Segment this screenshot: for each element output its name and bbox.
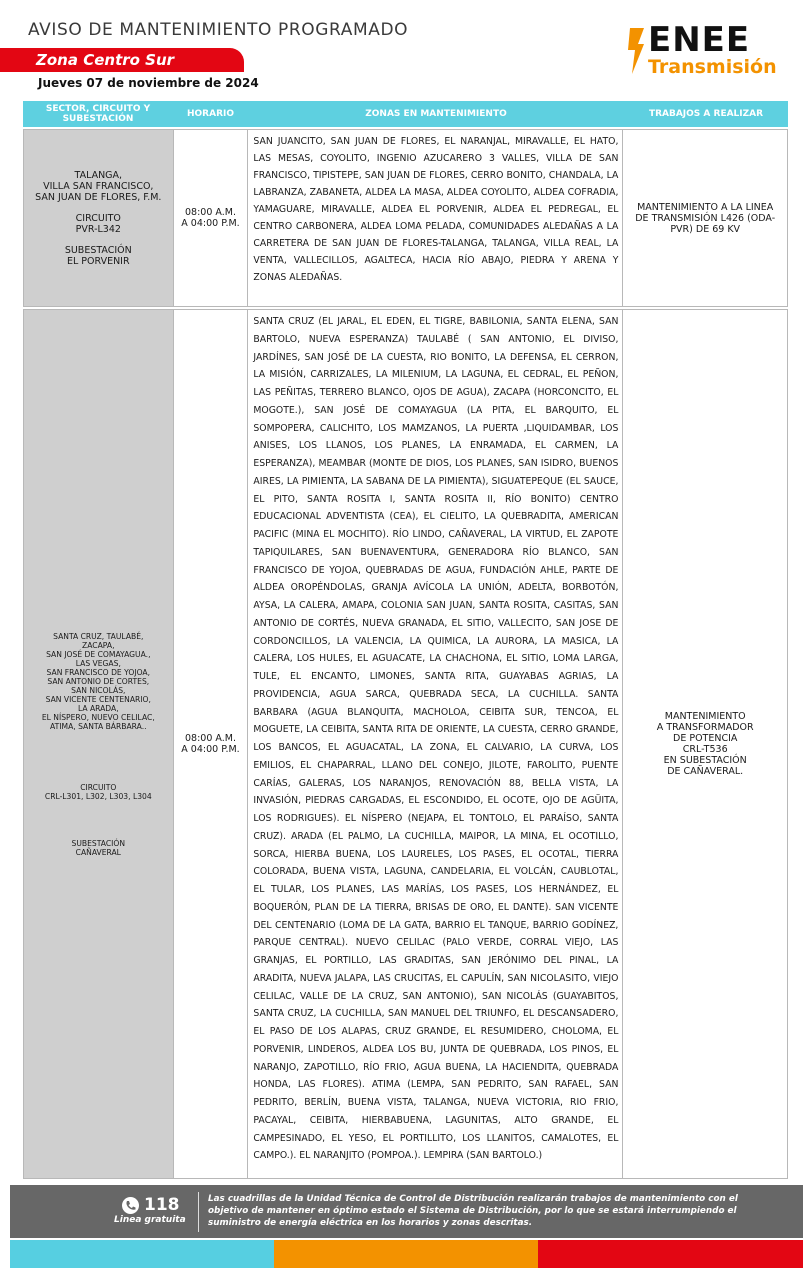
table-row [23, 309, 788, 1179]
schedule-cell: 08:00 A.M. A 04:00 P.M. [174, 310, 249, 1178]
zone-label: Zona Centro Sur [36, 51, 175, 69]
color-bar-orange [274, 1240, 538, 1268]
color-bar-cyan [10, 1240, 274, 1268]
table-header [23, 101, 788, 127]
logo-subtitle: Transmisión [648, 56, 777, 78]
hotline-number: 118 [144, 1195, 180, 1215]
hotline-label: Linea gratuita [114, 1215, 186, 1225]
substation-text: SUBESTACIÓN EL PORVENIR [64, 244, 132, 267]
header-zones: ZONAS EN MANTENIMIENTO [365, 109, 507, 119]
circuit-text: CIRCUITO CRL-L301, L302, L303, L304 [44, 782, 152, 801]
lightning-icon [626, 26, 648, 76]
maintenance-table [23, 101, 788, 1179]
footer-banner [10, 1185, 803, 1238]
page-title: AVISO DE MANTENIMIENTO PROGRAMADO [28, 20, 409, 40]
table-row [23, 129, 788, 307]
sector-text: TALANGA, VILLA SAN FRANCISCO, SAN JUAN DE FLORES, F.M. [35, 169, 162, 203]
sector-cell [24, 130, 174, 306]
phone-icon [122, 1197, 139, 1214]
schedule-cell: 08:00 A.M. A 04:00 P.M. [174, 130, 249, 306]
header-schedule: HORARIO [186, 109, 234, 119]
sector-text: SANTA CRUZ, TAULABÉ, ZACAPA, SAN JOSÉ DE COMAYAGUA., LAS VEGAS, SAN FRANCISCO DE YOJOA, SAN ANTONIO DE CORTES, SAN NICOLÁS, SAN VICENTE CENTENARIO, LA ARADA, EL NÍSPERO, NUEVO CELILAC, ATIMA, SANTA BÁRBARA.. [41, 631, 155, 731]
zones-cell: SAN JUANCITO, SAN JUAN DE FLORES, EL NARANJAL, MIRAVALLE, EL HATO, LAS MESAS, COYOLITO, INGENIO AZUCARERO 3 VALLES, VILLA DE SAN FRANCISCO, TIPISTEPE, SAN JUAN DE FLORES, CERRO BONITO, CHANDALA, LA LABRANZA, ZABANETA, ALDEA LA MASA, ALDEA COYOLITO, ALDEA COFRADIA, YAMAGUARE, MIRAVALLE, ALDEA EL PORVENIR, ALDEA EL PEDREGAL, EL CENTRO CARBONERA, ALDEA LOMA PELADA, COMUNIDADES ALEDAÑAS A LA CARRETERA DE SAN JUAN DE FLORES-TALANGA, TALANGA, VILLA REAL, LA VENTA, VALLECILLOS, AGALTECA, HACIA RÍO ABAJO, PIEDRA Y ARENA Y ZONAS ALEDAÑAS. [248, 130, 623, 306]
logo-name: ENEE [648, 20, 751, 60]
work-cell: MANTENIMIENTO A LA LINEA DE TRANSMISIÓN L426 (ODA-PVR) DE 69 KV [635, 201, 776, 235]
header-work: TRABAJOS A REALIZAR [648, 109, 764, 119]
header-sector: SECTOR, CIRCUITO Y SUBESTACIÓN [45, 104, 151, 124]
notice-date: Jueves 07 de noviembre de 2024 [38, 76, 259, 90]
circuit-text: CIRCUITO PVR-L342 [75, 212, 121, 235]
enee-logo [626, 20, 786, 80]
work-cell: MANTENIMIENTO A TRANSFORMADOR DE POTENCIA CRL-T536 EN SUBESTACIÓN DE CAÑAVERAL. [656, 711, 754, 777]
substation-text: SUBESTACIÓN CAÑAVERAL [71, 838, 126, 857]
footer-note: Las cuadrillas de la Unidad Técnica de Control de Distribución realizarán trabajos de mantenimiento con el objetivo de mantener en óptimo estado el Sistema de Distribución, por lo que se estará interrumpiendo el suministro de energía eléctrica en los horarios y zonas descritas. [208, 1194, 738, 1228]
zone-banner [0, 48, 244, 72]
sector-cell [24, 310, 174, 1178]
color-bar-red [538, 1240, 803, 1268]
footer-divider [198, 1192, 199, 1232]
zones-cell: SANTA CRUZ (EL JARAL, EL EDEN, EL TIGRE, BABILONIA, SANTA ELENA, SAN BARTOLO, NUEVA ESPERANZA) TAULABÉ ( SAN ANTONIO, EL DIVISO, JARDÍNES, SAN JOSÉ DE LA CUESTA, RIO BONITO, LA DEFENSA, EL CERRON, LA MISIÓN, CARRIZALES, LA MILENIUM, LA LAGUNA, EL CEDRAL, EL PEÑON, LAS PEÑITAS, TERRERO BLANCO, OJOS DE AGUA), ZACAPA (HORCONCITO, EL MOGOTE.), SAN JOSÉ DE COMAYAGUA (LA PITA, EL BARQUITO, EL SOMPOPERA, CALICHITO, LOS MAMZANOS, LA PUERTA ,LIQUIDAMBAR, LOS ANISES, LOS LLANOS, LOS PLANES, LA ENRAMADA, EL CARMEN, LA ESPERANZA), MEAMBAR (MONTE DE DIOS, LOS PLANES, SAN ISIDRO, BUENOS AIRES, LA PIMIENTA, LA SABANA DE LA PIMIENTA), SIGUATEPEQUE (EL SAUCE, EL PITO, SANTA ROSITA I, SANTA ROSITA II, RÍO BONITO) CENTRO EDUCACIONAL ADVENTISTA (CEA), EL CIELITO, LA QUEBRADITA, AMERICAN PACIFIC (MINA EL MOCHITO). RÍO LINDO, CAÑAVERAL, LA VIRTUD, EL ZAPOTE TAPIQUILARES, SAN BUENAVENTURA, GENERADORA RÍO BLANCO, SAN FRANCISCO DE YOJOA, QUEBRADAS DE AGUA, FUNDACIÓN AHLE, PARTE DE ALDEA OROPÉNDOLAS, GRANJA AVÍCOLA LA UNIÓN, ADELTA, BORBOTÓN, AYSA, LA CALERA, AMAPA, COLONIA SAN JUAN, SANTA ROSITA, CASITAS, SAN ANTONIO DE CORTÉS, NUEVA GRANADA, EL SITIO, VALLECITO, SAN JOSE DE CORDONCILLOS, LA VALENCIA, LA QUIMICA, LA AURORA, LA MASICA, LA CALERA, LOS HULES, EL AGUACATE, LA CHACHONA, EL SITIO, LOMA LARGA, TULE, EL ENCANTO, LIMONES, SANTA RITA, GUAYABAS AGRIAS, LA PROVIDENCIA, AGUA SARCA, QUEBRADA SECA, LA CUCHILLA. SANTA BARBARA (AGUA BLANQUITA, MACHOLOA, CEIBITA SUR, TENCOA, EL MOGUETE, LA CEIBITA, SANTA RITA DE ORIENTE, LA CUESTA, CERRO GRANDE, LOS BANCOS, EL AGUACATAL, LA ZONA, EL CALVARIO, LA CURVA, LOS EMILIOS, EL CHAPARRAL, LLANO DEL CONEJO, JILOTE, FAROLITO, PUENTE CARÍAS, GALERAS, LOS NARANJOS, RENOVACIÓN 88, BELLA VISTA, LA INVASIÓN, PIEDRAS CARGADAS, EL ESCONDIDO, EL OCOTE, OJO DE AGÜITA, LOS RODRIGUES). EL NÍSPERO (NEJAPA, EL TONTOLO, EL PARAÍSO, SANTA CRUZ). ARADA (EL PALMO, LA CUCHILLA, MAIPOR, LA MINA, EL OCOTILLO, SORCA, HIERBA BUENA, LOS LAURELES, LOS PASES, EL OCOTAL, TIERRA COLORADA, BUENA VISTA, LAGUNA, CANDELARIA, EL VOLCÁN, CAUBLOTAL, EL TULAR, LOS PLANES, LAS MARÍAS, LOS PASES, LOS HERNÁNDEZ, EL BOQUERÓN, PLAN DE LA TIERRA, BRISAS DE ORO, EL DANTE). SAN VICENTE DEL CENTENARIO (LOMA DE LA GATA, BARRIO EL TANQUE, BARRIO GODÍNEZ, PARQUE CENTRAL). NUEVO CELILAC (PALO VERDE, CORRAL VIEJO, LAS GRANJAS, EL PORTILLO, LAS GRADITAS, SAN JERÓNIMO DEL PINAL, LA ARADITA, NUEVA JALAPA, LAS CRUCITAS, EL CAPULÍN, SAN NICOLASITO, VIEJO CELILAC, VALLE DE LA CRUZ, SAN ANTONIO), SAN NICOLÁS (GUAYABITOS, SANTA CRUZ, LA CUCHILLA, SAN MANUEL DEL TRIUNFO, EL DESCANSADERO, EL PASO DE LOS ALAPAS, CRUZ GRANDE, EL RESUMIDERO, CHOLOMA, EL PORVENIR, LINDEROS, ALDEA LOS BU, JUNTA DE QUEBRADA, LOS PINOS, EL NARANJO, ZAPOTILLO, RÍO FRIO, AGUA BUENA, LA HACIENDITA, QUEBRADA HONDA, LAS FLORES). ATIMA (LEMPA, SAN PEDRITO, SAN RAFAEL, SAN PEDRITO, BERLÍN, BUENA VISTA, TALANGA, NUEVA VICTORIA, RIO FRIO, PACAYAL, CEIBITA, HIERBABUENA, LAGUNITAS, ALTO GRANDE, EL CAMPESINADO, EL YESO, EL PORTILLITO, LOS LLANITOS, CAMALOTES, EL CAMPO.). EL NARANJITO (POMPOA.). LEMPIRA (SAN BARTOLO.) [248, 310, 623, 1178]
